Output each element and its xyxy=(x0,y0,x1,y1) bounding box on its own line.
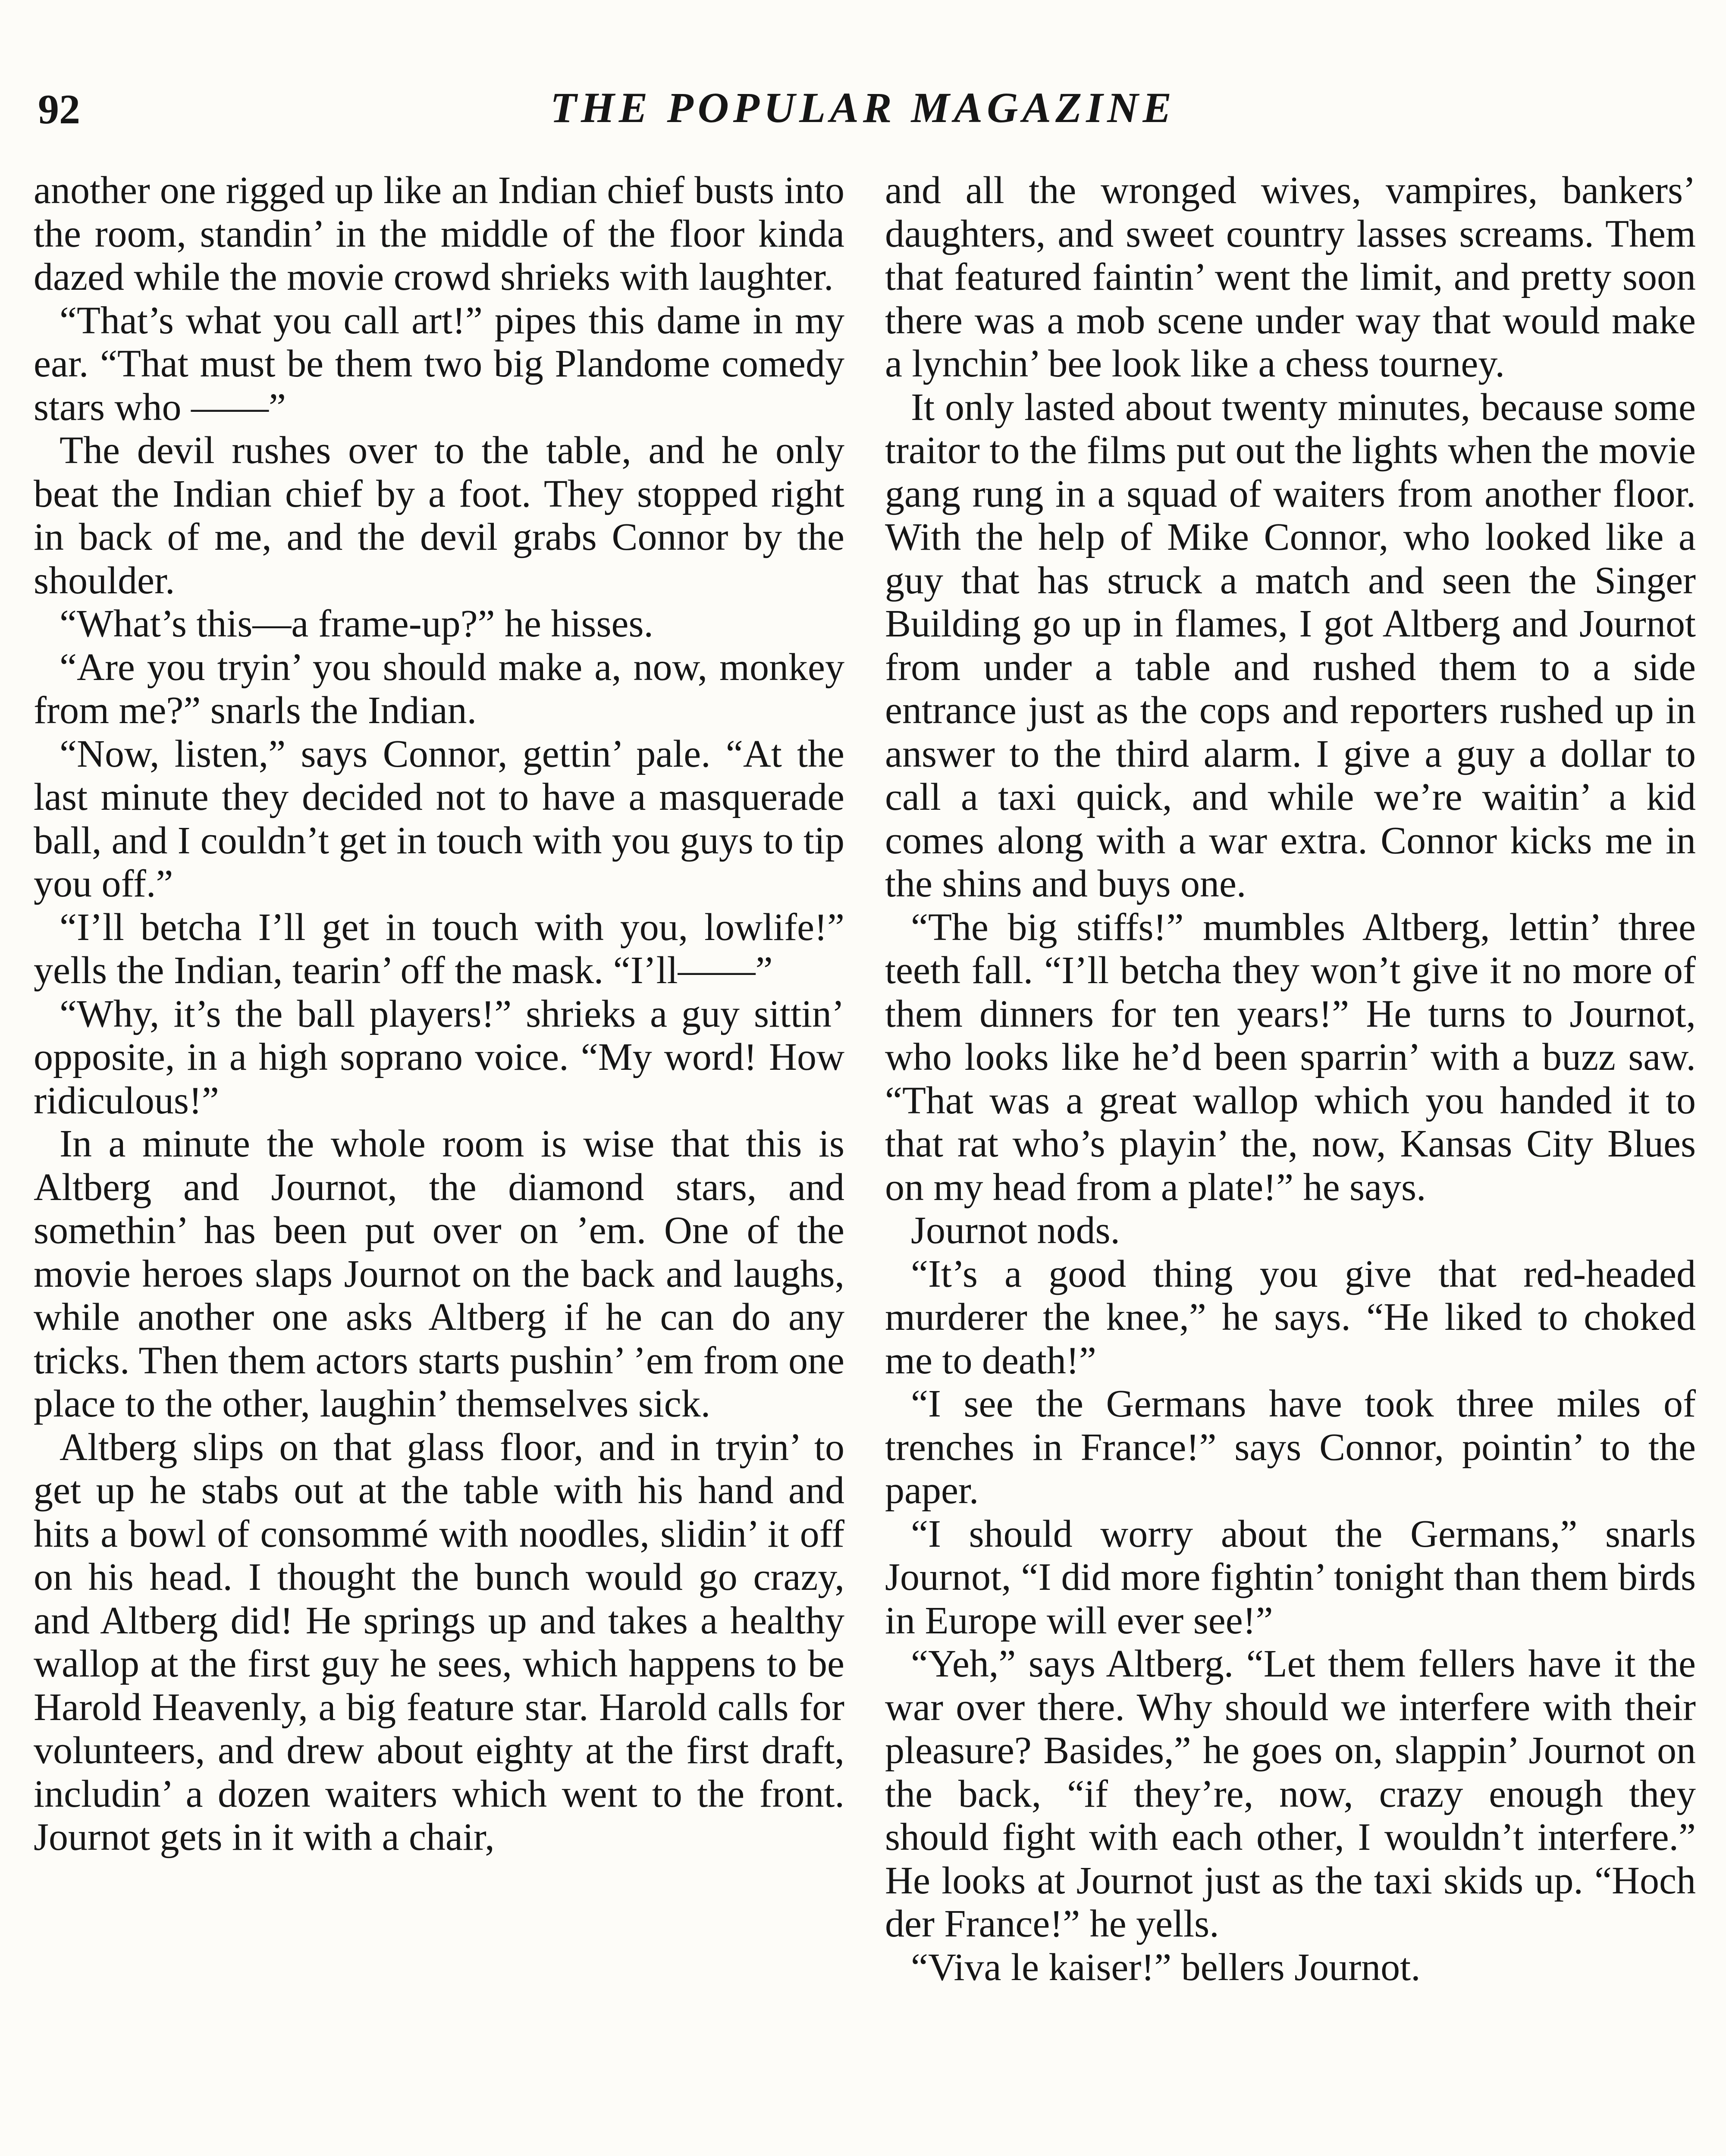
paragraph: The devil rushes over to the table, and he only beat the Indian chief by a foot. They stopped right in back of me, and the devil grabs Connor by the shoulder. xyxy=(34,429,844,602)
paragraph: “I’ll betcha I’ll get in touch with you, lowlife!” yells the Indian, tearin’ off the mask. “I’ll——” xyxy=(34,906,844,992)
paragraph: “Viva le kaiser!” bellers Journot. xyxy=(911,1946,1421,1989)
paragraph: another one rigged up like an Indian chief busts into the room, standin’ in the middle of the floor kinda dazed while the movie crowd shrieks with laughter. xyxy=(34,169,844,298)
page-number: 92 xyxy=(38,86,80,133)
paragraph: “The big stiffs!” mumbles Altberg, lettin’ three teeth fall. “I’ll betcha they won’t give it no more of them dinners for ten years!” He turns to Journot, who looks like he’d been sparrin’ with a buzz saw. “That was a great wallop which you handed it to that rat who’s playin’ the, now, Kansas City Blues on my head from a plate!” he says. xyxy=(885,906,1696,1209)
paragraph: “Now, listen,” says Connor, gettin’ pale. “At the last minute they decided not to have a masquerade ball, and I couldn’t get in touch with you guys to tip you off.” xyxy=(34,732,844,905)
left-column xyxy=(34,169,844,1859)
paragraph: and all the wronged wives, vampires, bankers’ daughters, and sweet country lasses screams. Them that featured faintin’ went the limit, and pretty soon there was a mob scene under way that would make a lynchin’ bee look like a chess tourney. xyxy=(885,169,1696,385)
paragraph: “I should worry about the Germans,” snarls Journot, “I did more fightin’ tonight than them birds in Europe will ever see!” xyxy=(885,1512,1696,1642)
paragraph: “That’s what you call art!” pipes this dame in my ear. “That must be them two big Plandome comedy stars who ——” xyxy=(34,299,844,429)
paragraph: “Why, it’s the ball players!” shrieks a guy sittin’ opposite, in a high soprano voice. “My word! How ridiculous!” xyxy=(34,992,844,1122)
right-column xyxy=(885,169,1696,1989)
paragraph: It only lasted about twenty minutes, because some traitor to the films put out the lights when the movie gang rung in a squad of waiters from another floor. With the help of Mike Connor, who looked like a guy that has struck a match and seen the Singer Building go up in flames, I got Altberg and Journot from under a table and rushed them to a side entrance just as the cops and reporters rushed up in answer to the third alarm. I give a guy a dollar to call a taxi quick, and while we’re waitin’ a kid comes along with a war extra. Connor kicks me in the shins and buys one. xyxy=(885,385,1696,905)
paragraph: “It’s a good thing you give that red-headed murderer the knee,” he says. “He liked to choked me to death!” xyxy=(885,1252,1696,1382)
paragraph: Journot nods. xyxy=(911,1209,1120,1252)
paragraph: “What’s this—a frame-up?” he hisses. xyxy=(60,602,654,645)
paragraph: “Yeh,” says Altberg. “Let them fellers have it the war over there. Why should we interfere with their pleasure? Basides,” he goes on, slappin’ Journot on the back, “if they’re, now, crazy enough they should fight with each other, I wouldn’t interfere.” He looks at Journot just as the taxi skids up. “Hoch der France!” he yells. xyxy=(885,1642,1696,1945)
paragraph: “Are you tryin’ you should make a, now, monkey from me?” snarls the Indian. xyxy=(34,646,844,732)
paragraph: In a minute the whole room is wise that this is Altberg and Journot, the diamond stars, and somethin’ has been put over on ’em. One of the movie heroes slaps Journot on the back and laughs, while another one asks Altberg if he can do any tricks. Then them actors starts pushin’ ’em from one place to the other, laughin’ themselves sick. xyxy=(34,1122,844,1425)
paragraph: Altberg slips on that glass floor, and in tryin’ to get up he stabs out at the table with his hand and hits a bowl of consommé with noodles, slidin’ it off on his head. I thought the bunch would go crazy, and Altberg did! He springs up and takes a healthy wallop at the first guy he sees, which happens to be Harold Heavenly, a big feature star. Harold calls for volunteers, and drew about eighty at the first draft, includin’ a dozen waiters which went to the front. Journot gets in it with a chair, xyxy=(34,1426,844,1858)
paragraph: “I see the Germans have took three miles of trenches in France!” says Connor, pointin’ to the paper. xyxy=(885,1382,1696,1512)
running-head: THE POPULAR MAGAZINE xyxy=(550,84,1176,132)
